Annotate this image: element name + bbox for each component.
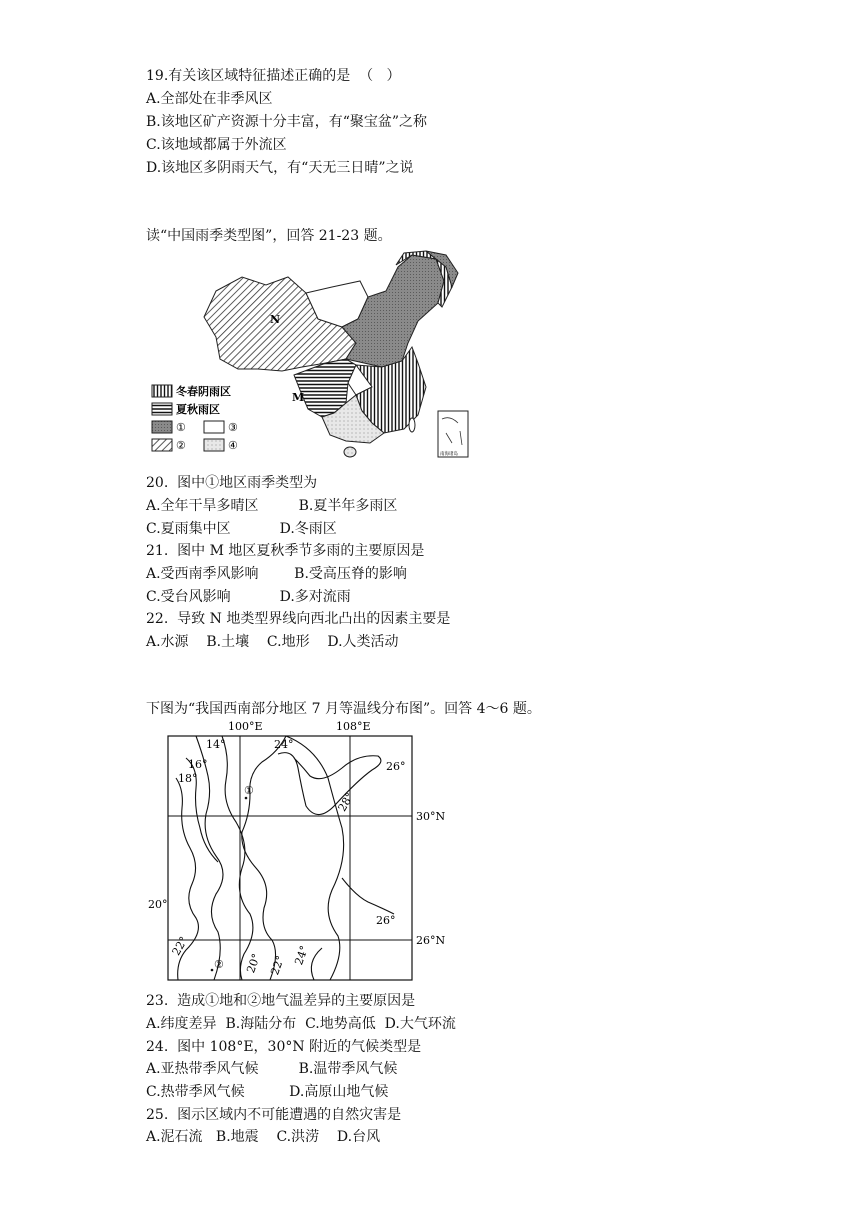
- section1-intro: 读“中国雨季类型图”，回答 21-23 题。: [146, 228, 392, 244]
- map1-label-m: M: [292, 391, 305, 404]
- label-lon-108: 108°E: [336, 720, 371, 733]
- q19-option-b: B.该地区矿产资源十分丰富，有“聚宝盆”之称: [146, 114, 428, 130]
- south-sea-inset: [438, 411, 468, 457]
- q19-option-c: C.该地域都属于外流区: [146, 137, 287, 153]
- legend-4: ④: [228, 439, 238, 452]
- isotherm-16: 16°: [188, 758, 208, 771]
- isotherm-28: 28°: [335, 790, 357, 814]
- map1-legend: [152, 384, 238, 452]
- isotherm-24-bottom: 24°: [292, 943, 312, 967]
- q19-stem: 19.有关该区域特征描述正确的是 （ ）: [146, 68, 401, 84]
- isotherm-22-bottom: 22°: [268, 953, 288, 977]
- q21-options-ab: A.受西南季风影响 B.受高压脊的影响: [146, 566, 407, 582]
- q22-stem: 22. 导致 N 地类型界线向西北凸出的因素主要是: [146, 611, 451, 627]
- isotherm-map: [146, 718, 466, 986]
- isotherm-20-bottom: 20°: [244, 951, 264, 975]
- q25-stem: 25. 图示区域内不可能遭遇的自然灾害是: [146, 1107, 402, 1123]
- q24-options-ab: A.亚热带季风气候 B.温带季风气候: [146, 1061, 398, 1077]
- isotherm-20-left: 20°: [148, 898, 168, 911]
- legend-winter-label: 冬春阴雨区: [176, 385, 231, 398]
- taiwan-island: [409, 418, 415, 432]
- q23-stem: 23. 造成①地和②地气温差异的主要原因是: [146, 993, 416, 1009]
- q22-options: A.水源 B.土壤 C.地形 D.人类活动: [146, 634, 399, 650]
- q24-stem: 24. 图中 108°E，30°N 附近的气候类型是: [146, 1039, 422, 1055]
- legend-3: ③: [228, 421, 238, 434]
- hainan-island: [344, 447, 356, 457]
- legend-1: ①: [176, 421, 186, 434]
- legend-summer-label: 夏秋雨区: [176, 403, 220, 416]
- label-lat-26: 26°N: [416, 934, 446, 947]
- label-lat-30: 30°N: [416, 810, 446, 823]
- q25-options: A.泥石流 B.地震 C.洪涝 D.台风: [146, 1129, 381, 1145]
- point-1: ①: [244, 784, 254, 797]
- isotherm-18: 18°: [178, 772, 198, 785]
- legend-2: ②: [176, 439, 186, 452]
- q20-stem: 20. 图中①地区雨季类型为: [146, 475, 318, 491]
- q20-options-ab: A.全年干旱多晴区 B.夏半年多雨区: [146, 498, 398, 514]
- map1-label-n: N: [270, 313, 281, 326]
- inset-label: 南海诸岛: [440, 452, 458, 457]
- label-lon-100: 100°E: [228, 720, 263, 733]
- isotherm-14: 14°: [206, 738, 226, 751]
- isotherm-26-top: 26°: [386, 760, 406, 773]
- q23-options: A.纬度差异 B.海陆分布 C.地势高低 D.大气环流: [146, 1016, 456, 1032]
- q20-options-cd: C.夏雨集中区 D.冬雨区: [146, 521, 337, 537]
- point-2: ②: [214, 958, 224, 971]
- isotherm-22-left: 22°: [169, 934, 191, 958]
- q19-option-a: A.全部处在非季风区: [146, 91, 273, 107]
- rain-season-map: [146, 247, 482, 469]
- q24-options-cd: C.热带季风气候 D.高原山地气候: [146, 1084, 389, 1100]
- q19-option-d: D.该地区多阴雨天气，有“天无三日晴”之说: [146, 160, 414, 176]
- q21-stem: 21. 图中 M 地区夏秋季节多雨的主要原因是: [146, 543, 425, 559]
- q21-options-cd: C.受台风影响 D.多对流雨: [146, 589, 351, 605]
- section2-intro: 下图为“我国西南部分地区 7 月等温线分布图”。回答 4～6 题。: [146, 701, 541, 717]
- isotherm-24-top: 24°: [274, 738, 294, 751]
- isotherm-26-right: 26°: [376, 914, 396, 927]
